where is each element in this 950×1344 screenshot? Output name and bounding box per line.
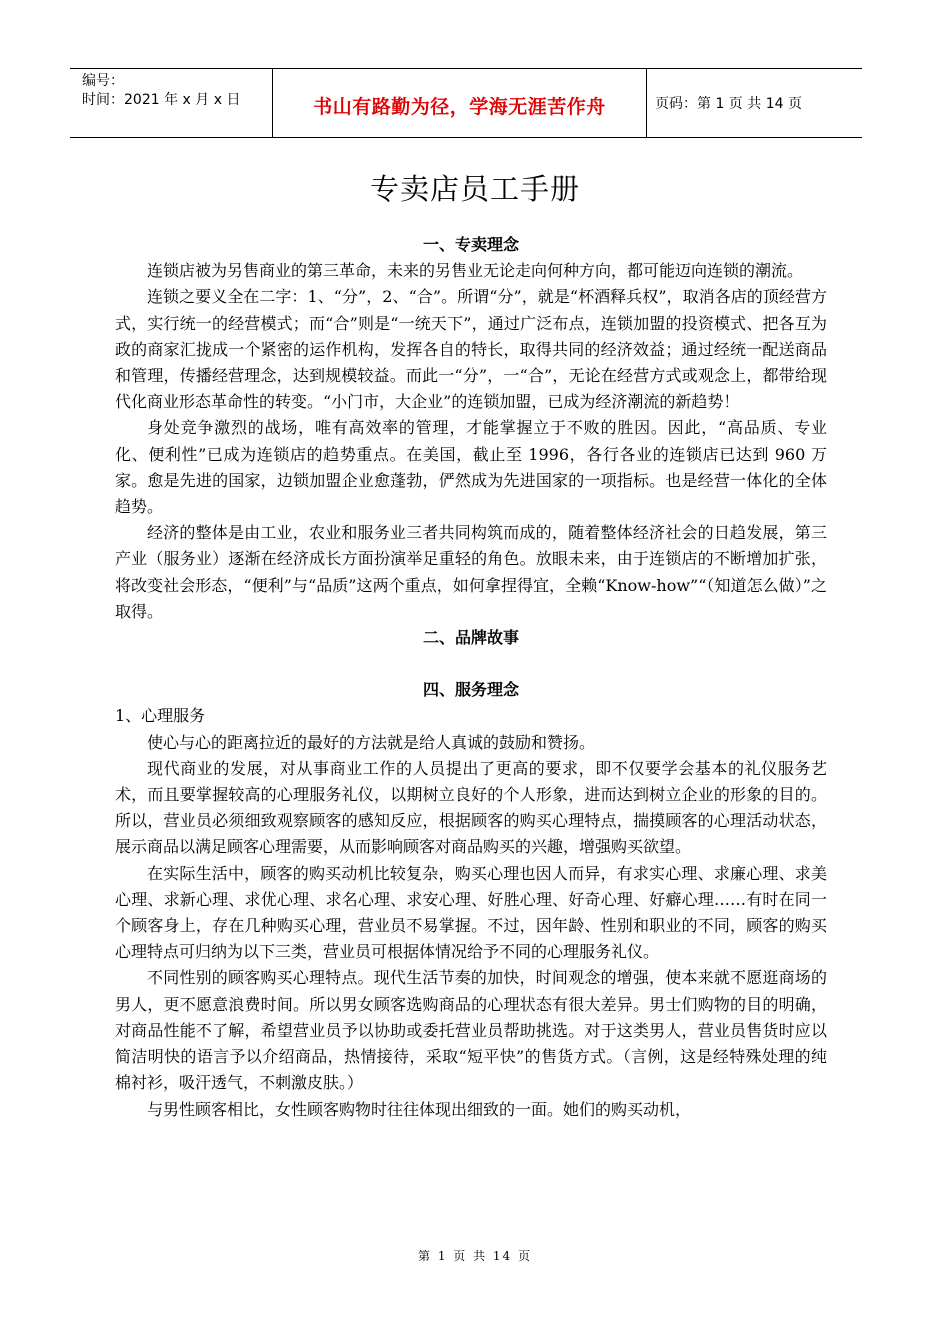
page-header bbox=[70, 68, 862, 138]
paragraph: 现代商业的发展，对从事商业工作的人员提出了更高的要求，即不仅要学会基本的礼仪服务艺术，而且要掌握较高的心理服务礼仪，以期树立良好的个人形象，进而达到树立企业的形象的目的。所以，营业员必须细致观察顾客的感知反应，根据顾客的购买心理特点，揣摸顾客的心理活动状态，展示商品以满足顾客心理需要，从而影响顾客对商品购买的兴趣，增强购买欲望。 bbox=[115, 758, 827, 857]
header-page-cell bbox=[647, 69, 862, 137]
paragraph: 身处竞争激烈的战场，唯有高效率的管理，才能掌握立于不败的胜因。因此，“高品质、专业化、便利性”已成为连锁店的趋势重点。在美国，截止至 1996，各行各业的连锁店已达到 960 万家。愈是先进的国家，边锁加盟企业愈蓬勃，俨然成为先进国家的一项指标。也是经营一体化的全体趋势。 bbox=[115, 418, 827, 517]
page-info: 页码：第 1 页 共 14 页 bbox=[655, 96, 802, 112]
paragraph: 不同性别的顾客购买心理特点。现代生活节奏的加快，时间观念的增强，使本来就不愿逛商场的男人，更不愿意浪费时间。所以男女顾客选购商品的心理状态有很大差异。男士们购物的目的明确，对商品性能不了解，希望营业员予以协助或委托营业员帮助挑选。对于这类男人，营业员售货时应以简洁明快的语言予以介绍商品，热情接待，采取“短平快”的售货方式。（言例，这是经特殊处理的纯棉衬衫，吸汗透气，不刺激皮肤。） bbox=[115, 968, 827, 1093]
document-body bbox=[115, 232, 827, 1123]
section-heading-service: 四、服务理念 bbox=[422, 680, 519, 700]
paragraph: 使心与心的距离拉近的最好的方法就是给人真诚的鼓励和赞扬。 bbox=[147, 732, 596, 752]
paragraph: 经济的整体是由工业，农业和服务业三者共同构筑而成的，随着整体经济社会的日趋发展，第三产业（服务业）逐渐在经济成长方面扮演举足重轻的角色。放眼未来，由于连锁店的不断增加扩张，将改变社会形态，“便利”与“品质”这两个重点，如何拿捏得宜，全赖“Know-how”“（知道怎么做）”之取得。 bbox=[115, 523, 827, 621]
time-label: 时间：2021 年 x 月 x 日 bbox=[82, 92, 241, 108]
blank-line bbox=[115, 651, 827, 677]
subheading-psych-service: 1、心理服务 bbox=[115, 706, 206, 726]
section-heading-brand-story: 二、品牌故事 bbox=[422, 628, 519, 648]
header-motto-cell bbox=[273, 69, 647, 137]
motto-text: 书山有路勤为径，学海无涯苦作舟 bbox=[313, 96, 606, 118]
paragraph: 在实际生活中，顾客的购买动机比较复杂，购买心理也因人而异，有求实心理、求廉心理、求美心理、求新心理、求优心理、求名心理、求安心理、好胜心理、好奇心理、好癖心理……有时在同一个顾客身上，存在几种购买心理，营业员不易掌握。不过，因年龄、性别和职业的不同，顾客的购买心理特点可归纳为以下三类，营业员可根据体情况给予不同的心理服务礼仪。 bbox=[115, 863, 827, 962]
section-heading-philosophy: 一、专卖理念 bbox=[422, 235, 519, 254]
paragraph: 连锁店被为另售商业的第三革命，未来的另售业无论走向何种方向，都可能迈向连锁的潮流。 bbox=[147, 261, 804, 281]
document-title: 专卖店员工手册 bbox=[369, 172, 580, 206]
number-label: 编号： bbox=[82, 73, 124, 89]
paragraph: 与男性顾客相比，女性顾客购物时往往体现出细致的一面。她们的购买动机， bbox=[147, 1099, 692, 1119]
page-footer: 第 1 页 共 14 页 bbox=[418, 1249, 532, 1263]
paragraph: 连锁之要义全在二字：1、“分”，2、“合”。所谓“分”，就是“杯酒释兵权”，取消各店的顶经营方式，实行统一的经营模式；而“合”则是“一统天下”，通过广泛布点，连锁加盟的投资模式、把各互为政的商家汇拢成一个紧密的运作机构，发挥各自的特长，取得共同的经济效益；通过经统一配送商品和管理，传播经营理念，达到规模较益。而此一“分”，一“合”，无论在经营方式或观念上，都带给现代化商业形态革命性的转变。“小门市，大企业”的连锁加盟，已成为经济潮流的新趋势！ bbox=[115, 287, 827, 412]
header-meta-cell bbox=[70, 69, 273, 137]
